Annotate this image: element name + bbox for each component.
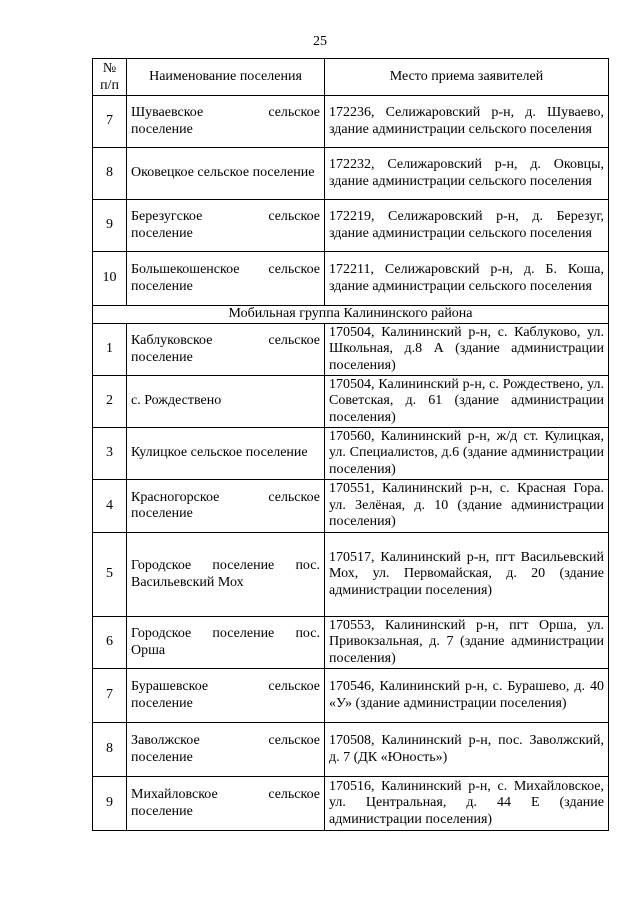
row-number: 9 <box>93 200 127 252</box>
reception-place: 170516, Калининский р-н, с. Михайловское, ул. Центральная, д. 44 Е (здание администрации поселения) <box>325 777 609 831</box>
section-title: Мобильная группа Калининского района <box>93 306 609 324</box>
row-number: 9 <box>93 777 127 831</box>
row-number: 10 <box>93 252 127 306</box>
reception-place: 170553, Калининский р-н, пгт Орша, ул. Привокзальная, д. 7 (здание администрации поселения) <box>325 617 609 669</box>
row-number: 7 <box>93 669 127 723</box>
reception-place: 170517, Калининский р-н, пгт Васильевский Мох, ул. Первомайская, д. 20 (здание администрации поселения) <box>325 533 609 617</box>
settlement-name: Городское поселение пос. Орша <box>127 617 325 669</box>
settlement-name: Большекошенское сельское поселение <box>127 252 325 306</box>
reception-place: 172219, Селижаровский р-н, д. Березуг, здание администрации сельского поселения <box>325 200 609 252</box>
table-row <box>93 617 609 669</box>
table-row <box>93 777 609 831</box>
row-number: 3 <box>93 428 127 480</box>
table-header-row <box>93 59 609 96</box>
reception-place: 172211, Селижаровский р-н, д. Б. Коша, здание администрации сельского поселения <box>325 252 609 306</box>
header-number: № п/п <box>93 59 127 96</box>
settlement-name: Каблуковское сельское поселение <box>127 324 325 376</box>
table-row <box>93 376 609 428</box>
header-settlement-name: Наименование поселения <box>127 59 325 96</box>
settlement-name: Оковецкое сельское поселение <box>127 148 325 200</box>
reception-points-table <box>92 58 609 831</box>
settlement-name: Заволжское сельское поселение <box>127 723 325 777</box>
settlement-name: Шуваевское сельское поселение <box>127 96 325 148</box>
row-number: 1 <box>93 324 127 376</box>
row-number: 5 <box>93 533 127 617</box>
settlement-name: Городское поселение пос. Васильевский Мох <box>127 533 325 617</box>
page-number: 25 <box>313 34 327 49</box>
table-row <box>93 148 609 200</box>
row-number: 7 <box>93 96 127 148</box>
reception-place: 172236, Селижаровский р-н, д. Шуваево, здание администрации сельского поселения <box>325 96 609 148</box>
header-reception-place: Место приема заявителей <box>325 59 609 96</box>
row-number: 2 <box>93 376 127 428</box>
reception-place: 172232, Селижаровский р-н, д. Оковцы, здание администрации сельского поселения <box>325 148 609 200</box>
table-row <box>93 533 609 617</box>
settlement-name: Красногорское сельское поселение <box>127 480 325 533</box>
row-number: 8 <box>93 723 127 777</box>
table-row <box>93 200 609 252</box>
settlement-name: Кулицкое сельское поселение <box>127 428 325 480</box>
settlement-name: Березугское сельское поселение <box>127 200 325 252</box>
row-number: 6 <box>93 617 127 669</box>
table-row <box>93 669 609 723</box>
table-row <box>93 723 609 777</box>
table-row <box>93 252 609 306</box>
settlement-name: Михайловское сельское поселение <box>127 777 325 831</box>
section-row <box>93 306 609 324</box>
reception-place: 170504, Калининский р-н, с. Каблуково, ул. Школьная, д.8 А (здание администрации поселения) <box>325 324 609 376</box>
reception-place: 170508, Калининский р-н, пос. Заволжский, д. 7 (ДК «Юность») <box>325 723 609 777</box>
settlement-name: с. Рождествено <box>127 376 325 428</box>
reception-place: 170551, Калининский р-н, с. Красная Гора. ул. Зелёная, д. 10 (здание администрации поселения) <box>325 480 609 533</box>
settlement-name: Бурашевское сельское поселение <box>127 669 325 723</box>
table-row <box>93 480 609 533</box>
reception-place: 170504, Калининский р-н, с. Рождествено, ул. Советская, д. 61 (здание администрации поселения) <box>325 376 609 428</box>
reception-place: 170546, Калининский р-н, с. Бурашево, д. 40 «У» (здание администрации поселения) <box>325 669 609 723</box>
reception-place: 170560, Калининский р-н, ж/д ст. Кулицкая, ул. Специалистов, д.6 (здание администрации поселения) <box>325 428 609 480</box>
table-row <box>93 428 609 480</box>
table-row <box>93 96 609 148</box>
row-number: 4 <box>93 480 127 533</box>
table-row <box>93 324 609 376</box>
row-number: 8 <box>93 148 127 200</box>
